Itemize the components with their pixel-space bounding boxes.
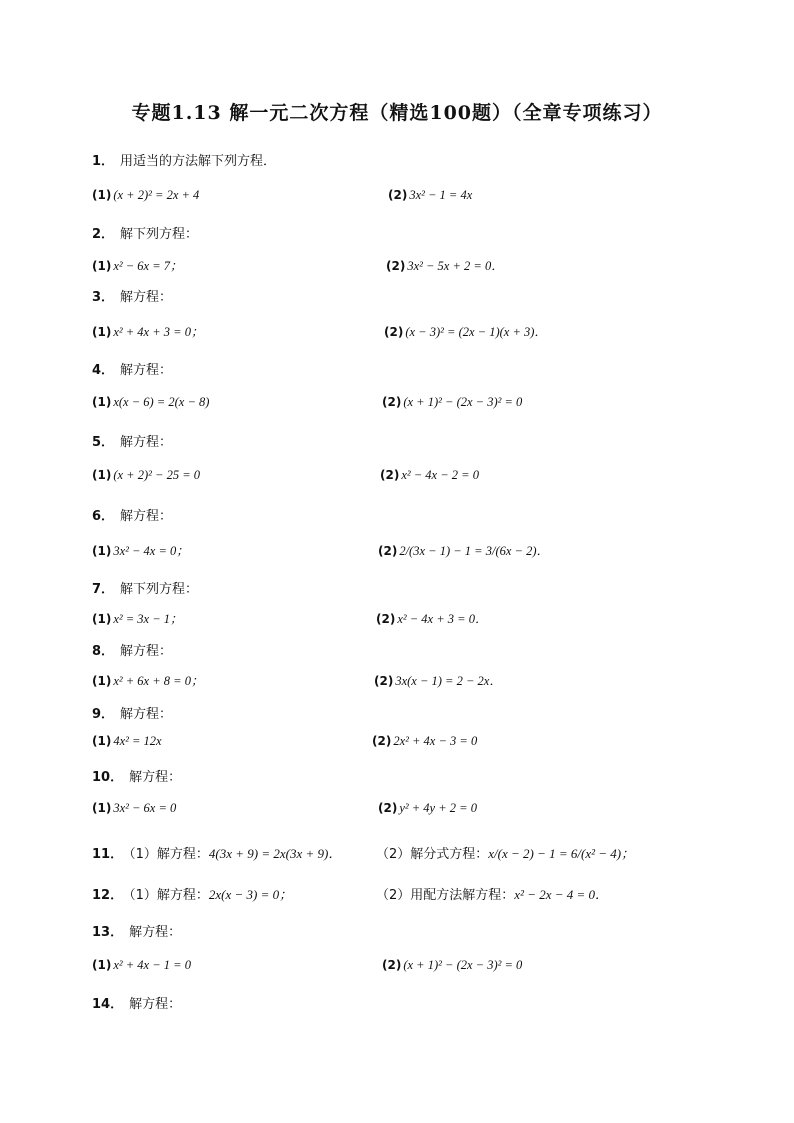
question-6-part-2: (2) 2/(3x − 1) − 1 = 3/(6x − 2)． [378, 544, 550, 558]
question-1-part-1: (1) (x + 2)² = 2x + 4 [92, 188, 200, 202]
question-9-part-2: (2) 2x² + 4x − 3 = 0 [372, 734, 478, 748]
question-12: 12． （1）解方程：2x(x − 3) = 0； （2）用配方法解方程：x² − 2x − 4 = 0． [92, 887, 609, 903]
question-7-part-2: (2) x² − 4x + 3 = 0． [376, 612, 488, 626]
question-2-part-1: (1) x² − 6x = 7； [92, 259, 183, 273]
question-8-part-2: (2) 3x(x − 1) = 2 − 2x． [374, 674, 502, 688]
question-4-part-1: (1) x(x − 6) = 2(x − 8) [92, 395, 210, 409]
question-10-part-2: (2) y² + 4y + 2 = 0 [378, 801, 477, 815]
question-13-part-2: (2) (x + 1)² − (2x − 3)² = 0 [382, 958, 523, 972]
question-2-part-2: (2) 3x² − 5x + 2 = 0． [386, 259, 504, 273]
question-11: 11． （1）解方程：4(3x + 9) = 2x(3x + 9)． （2）解分式方程：x/(x − 2) − 1 = 6/(x² − 4)； [92, 846, 635, 862]
question-8-heading: 8． 解方程： [92, 644, 173, 659]
question-3-part-1: (1) x² + 4x + 3 = 0； [92, 325, 204, 339]
question-13-part-1: (1) x² + 4x − 1 = 0 [92, 958, 191, 972]
question-8-part-1: (1) x² + 6x + 8 = 0； [92, 674, 204, 688]
question-5-part-2: (2) x² − 4x − 2 = 0 [380, 468, 479, 482]
question-3-part-2: (2) (x − 3)² = (2x − 1)(x + 3)． [384, 325, 547, 339]
question-7-heading: 7． 解下列方程： [92, 582, 199, 597]
page-title: 专题1.13 解一元二次方程（精选100题）（全章专项练习） [131, 102, 663, 124]
question-2-heading: 2． 解下列方程： [92, 227, 199, 242]
question-10-part-1: (1) 3x² − 6x = 0 [92, 801, 177, 815]
question-6-heading: 6． 解方程： [92, 509, 173, 524]
question-14-heading: 14． 解方程： [92, 997, 182, 1012]
question-1-heading: 1． 用适当的方法解下列方程． [92, 154, 277, 169]
question-3-heading: 3． 解方程： [92, 290, 173, 305]
question-13-heading: 13． 解方程： [92, 925, 182, 940]
question-7-part-1: (1) x² = 3x − 1； [92, 612, 183, 626]
question-6-part-1: (1) 3x² − 4x = 0； [92, 544, 189, 558]
question-10-heading: 10． 解方程： [92, 770, 182, 785]
question-1-part-2: (2) 3x² − 1 = 4x [388, 188, 473, 202]
question-9-part-1: (1) 4x² = 12x [92, 734, 162, 748]
question-4-heading: 4． 解方程： [92, 363, 173, 378]
question-5-heading: 5． 解方程： [92, 435, 173, 450]
question-5-part-1: (1) (x + 2)² − 25 = 0 [92, 468, 201, 482]
question-9-heading: 9． 解方程： [92, 707, 173, 722]
question-4-part-2: (2) (x + 1)² − (2x − 3)² = 0 [382, 395, 523, 409]
